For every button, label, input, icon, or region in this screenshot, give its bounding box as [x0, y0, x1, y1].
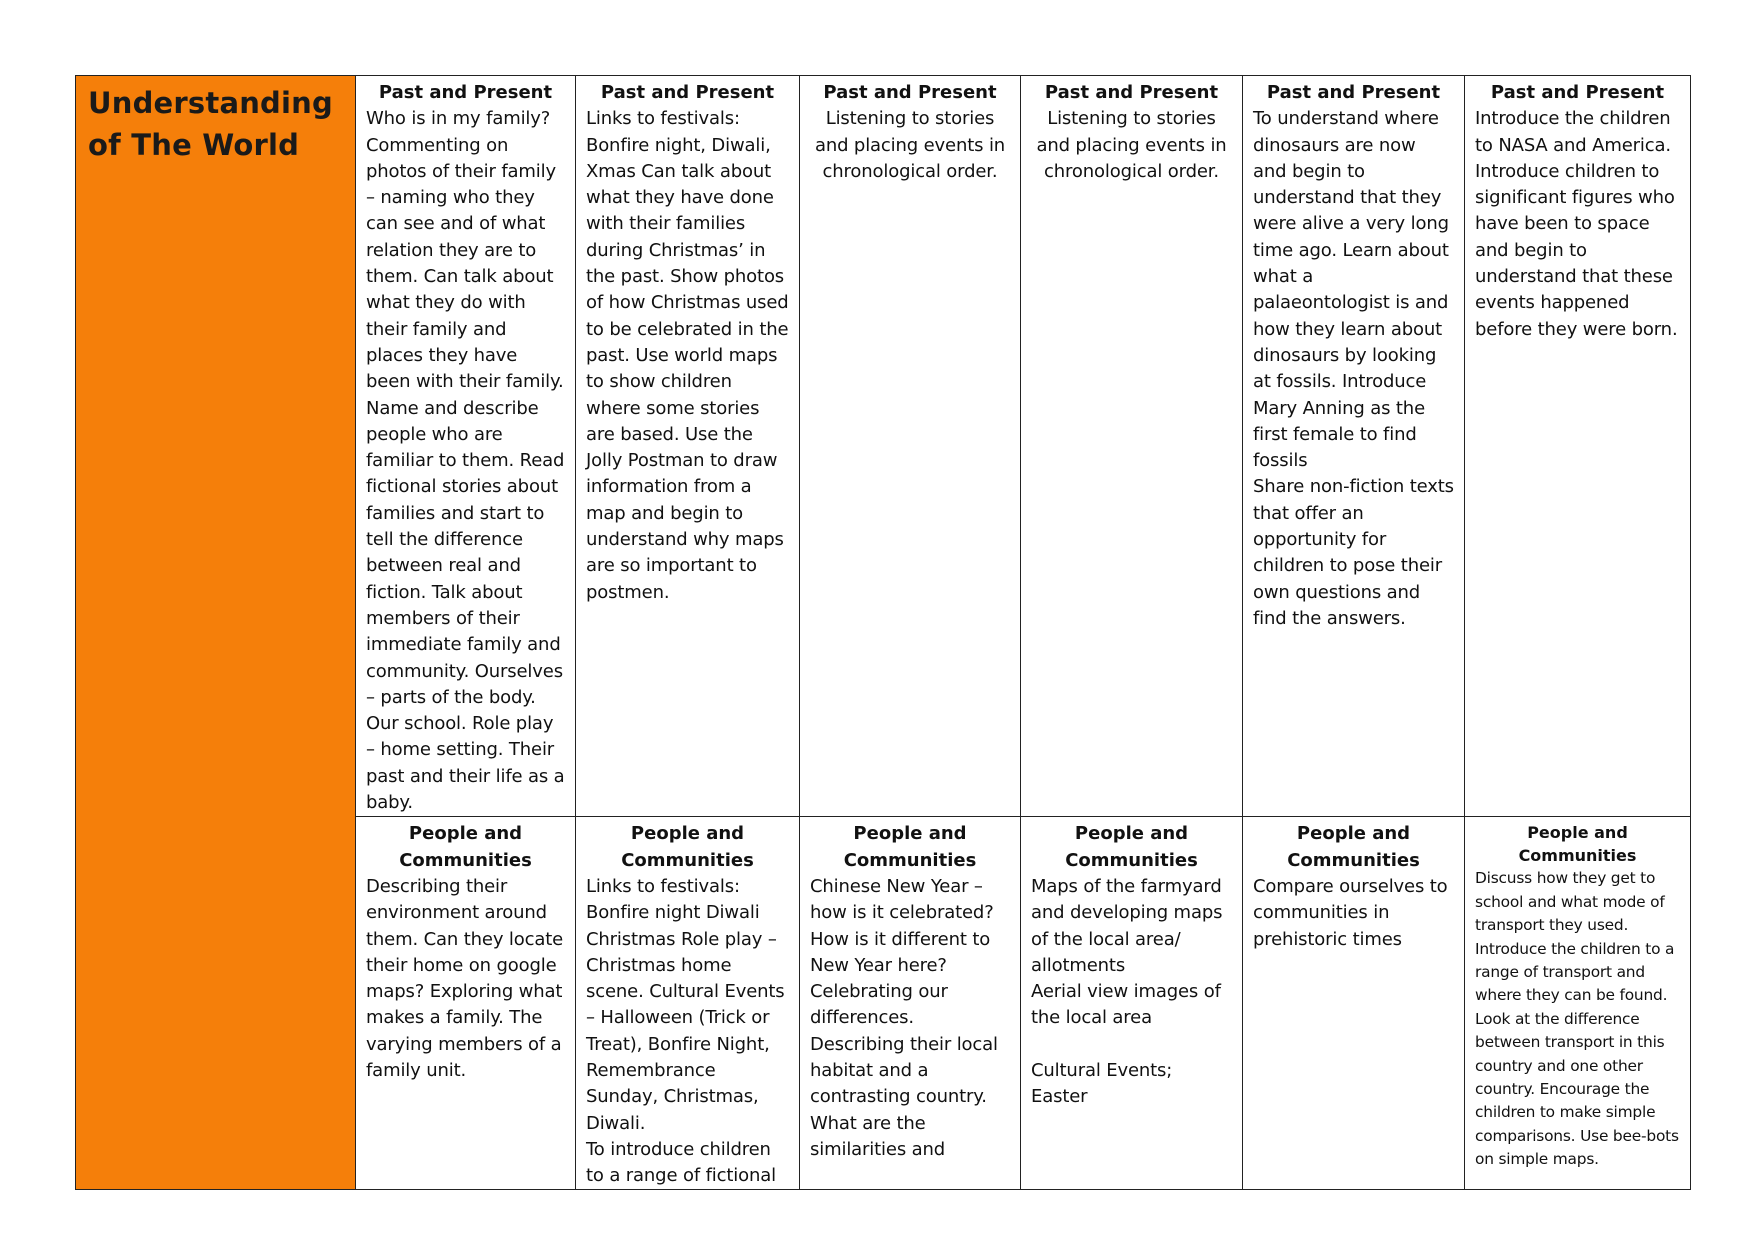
table-cell	[1465, 817, 1691, 1190]
cell-heading: Past and Present	[378, 82, 553, 103]
curriculum-table	[75, 75, 1691, 1190]
cell-heading: People and Communities	[1065, 823, 1198, 871]
cell-heading: Past and Present	[1490, 82, 1665, 103]
cell-heading: Past and Present	[1266, 82, 1441, 103]
table-row	[76, 76, 1691, 817]
cell-heading: People and Communities	[399, 823, 532, 871]
table-cell	[1021, 76, 1243, 817]
cell-text: Who is in my family? Commenting on photos of their family – naming who they can see and of what relation they are to them. Can talk about what they do with their family and places they have been with their family. Name and describe people who are familiar to them. Read fictional stories about families and start to tell the difference between real and fiction. Talk about members of their immediate family and community. Ourselves – parts of the body. Our school. Role play – home setting. Their past and their life as a baby.	[366, 108, 565, 814]
cell-text: Links to festivals: Bonfire night Diwali Christmas Role play – Christmas home scene. Cultural Events – Halloween (Trick or Treat), Bonfire Night, Remembrance Sunday, Christmas, Diwali. To introduce children to a range of fictional	[586, 875, 785, 1187]
cell-heading: People and Communities	[1518, 823, 1637, 866]
area-title-cell	[76, 76, 356, 1190]
table-cell	[1465, 76, 1691, 817]
cell-text: Chinese New Year – how is it celebrated? How is it different to New Year here? Celebrating our differences. Describing their local habitat and a contrasting country. What are the similarities and	[810, 875, 998, 1160]
cell-text: Listening to stories and placing events in chronological order.	[1036, 108, 1227, 182]
table-cell	[576, 817, 800, 1190]
cell-text: To understand where dinosaurs are now and begin to understand that they were alive a very long time ago. Learn about what a palaeontologist is and how they learn about dinosaurs by looking at fossils. Introduce Mary Anning as the first female to find fossils Share non-fiction texts that offer an opportunity for children to pose their own questions and find the answers.	[1253, 108, 1454, 629]
cell-heading: People and Communities	[843, 823, 977, 871]
cell-text: Listening to stories and placing events in chronological order.	[814, 108, 1006, 182]
cell-text: Describing their environment around them. Can they locate their home on google maps? Exploring what makes a family. The varying members of a family unit.	[366, 875, 564, 1081]
cell-heading: People and Communities	[621, 823, 754, 871]
cell-heading: Past and Present	[823, 82, 997, 103]
cell-heading: People and Communities	[1287, 823, 1420, 871]
table-cell	[356, 76, 576, 817]
table-cell	[1021, 817, 1243, 1190]
cell-heading: Past and Present	[1044, 82, 1219, 103]
table-cell	[576, 76, 800, 817]
cell-text: Introduce the children to NASA and America. Introduce children to significant figures who have been to space and begin to understand that these events happened before they were born.	[1475, 108, 1678, 340]
cell-text: Compare ourselves to communities in prehistoric times	[1253, 875, 1448, 950]
table-cell	[800, 817, 1021, 1190]
area-title: Understanding of The World	[88, 86, 333, 162]
cell-heading: Past and Present	[600, 82, 775, 103]
cell-text: Maps of the farmyard and developing maps of the local area/ allotments Aerial view images of the local area Cultural Events; Easter	[1031, 875, 1223, 1108]
cell-text: Discuss how they get to school and what mode of transport they used. Introduce the children to a range of transport and where they can be found. Look at the difference between transport in this country and one other country. Encourage the children to make simple comparisons. Use bee-bots on simple maps.	[1475, 869, 1679, 1169]
table-cell	[1243, 76, 1465, 817]
cell-text: Links to festivals: Bonfire night, Diwali, Xmas Can talk about what they have done with their families during Christmas’ in the past. Show photos of how Christmas used to be celebrated in the past. Use world maps to show children where some stories are based. Use the Jolly Postman to draw information from a map and begin to understand why maps are so important to postmen.	[586, 108, 789, 603]
table-cell	[1243, 817, 1465, 1190]
table-cell	[800, 76, 1021, 817]
table-cell	[356, 817, 576, 1190]
